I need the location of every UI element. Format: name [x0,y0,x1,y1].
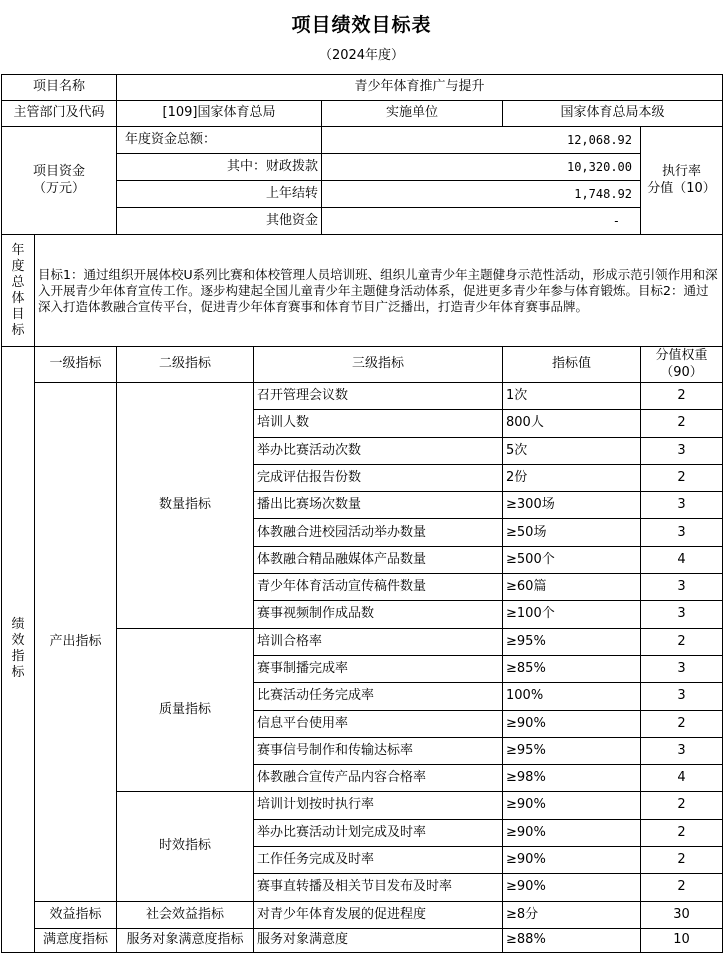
indicator-weight: 2 [641,383,723,410]
annual-goal-row [2,235,723,347]
indicator-name: 培训计划按时执行率 [254,792,503,819]
indicator-weight: 3 [641,437,723,464]
indicator-name: 服务对象满意度 [254,928,503,952]
indicator-name: 对青少年体育发展的促进程度 [254,901,503,928]
indicator-weight: 2 [641,464,723,491]
indicator-value: ≥300场 [503,492,641,519]
indicator-weight: 3 [641,519,723,546]
funding-carryover-value: 1,748.92 [322,181,641,208]
header-weight [641,347,723,383]
table-row [2,928,723,952]
indicator-name: 比赛活动任务完成率 [254,683,503,710]
header-value: 指标值 [503,347,641,383]
project-name-label: 项目名称 [2,75,117,101]
timeliness-indicator-label: 时效指标 [117,792,254,901]
indicator-name: 体教融合进校园活动举办数量 [254,519,503,546]
indicator-value: ≥50场 [503,519,641,546]
indicator-value: 800人 [503,410,641,437]
indicator-value: ≥100个 [503,601,641,628]
service-satisfaction-label: 服务对象满意度指标 [117,928,254,952]
indicator-name: 举办比赛活动次数 [254,437,503,464]
indicator-header-row [2,347,723,383]
benefit-indicator-label: 效益指标 [35,901,117,928]
funding-other-label: 其他资金 [117,208,322,235]
indicator-value: 1次 [503,383,641,410]
department-label: 主管部门及代码 [2,101,117,127]
indicator-weight: 30 [641,901,723,928]
indicator-value: ≥90% [503,819,641,846]
indicator-weight: 2 [641,410,723,437]
execution-rate-line1: 执行率 [662,164,702,180]
funding-label-line2: （万元） [33,180,86,196]
indicator-name: 培训人数 [254,410,503,437]
satisfaction-indicator-label: 满意度指标 [35,928,117,952]
annual-goal-text: 目标1：通过组织开展体校U系列比赛和体校管理人员培训班、组织儿童青少年主题健身示范性活动，形成示范引领作用和深入开展青少年体育宣传工作。逐步构建起全国儿童青少年主题健身活动体系，促进更多青少年参与体育锻炼。目标2：通过深入打造体教融合宣传平台，促进青少年体育赛事和体育节目广泛播出，打造青少年体育赛事品牌。 [35,235,723,347]
indicator-name: 培训合格率 [254,628,503,655]
indicator-value: ≥60篇 [503,574,641,601]
project-name-row [2,75,723,101]
department-value: [109]国家体育总局 [117,101,322,127]
indicator-weight: 2 [641,874,723,901]
indicator-name: 赛事视频制作成品数 [254,601,503,628]
funding-total-row [2,127,723,154]
indicator-value: ≥90% [503,847,641,874]
annual-goal-label-text: 年度总体目标 [11,242,25,338]
quantity-indicator-label: 数量指标 [117,383,254,629]
header-weight-line1: 分值权重 [655,348,708,364]
header-level3: 三级指标 [254,347,503,383]
funding-fiscal-value: 10,320.00 [322,154,641,181]
funding-label [2,127,117,235]
indicator-value: ≥90% [503,874,641,901]
funding-fiscal-label: 其中：财政拨款 [117,154,322,181]
funding-carryover-label: 上年结转 [117,181,322,208]
performance-indicators-label-text: 绩效指标 [11,617,25,681]
indicator-value: ≥90% [503,710,641,737]
indicator-weight: 2 [641,819,723,846]
indicator-weight: 3 [641,492,723,519]
header-level1: 一级指标 [35,347,117,383]
social-benefit-label: 社会效益指标 [117,901,254,928]
indicator-value: 100% [503,683,641,710]
indicator-name: 工作任务完成及时率 [254,847,503,874]
indicator-name: 体教融合宣传产品内容合格率 [254,765,503,792]
indicator-value: ≥88% [503,928,641,952]
indicator-weight: 4 [641,765,723,792]
page-title: 项目绩效目标表 [291,14,432,36]
funding-other-value: - [322,208,641,235]
indicator-weight: 3 [641,737,723,764]
indicator-value: 2份 [503,464,641,491]
performance-indicators-label [2,347,35,953]
page-subtitle: （2024年度） [318,48,405,63]
funding-label-line1: 项目资金 [33,164,86,180]
table-row [2,901,723,928]
implementing-unit-value: 国家体育总局本级 [503,101,723,127]
indicator-name: 赛事直转播及相关节目发布及时率 [254,874,503,901]
indicator-value: ≥95% [503,628,641,655]
indicator-name: 完成评估报告份数 [254,464,503,491]
indicator-name: 召开管理会议数 [254,383,503,410]
indicator-weight: 3 [641,655,723,682]
indicator-weight: 10 [641,928,723,952]
indicator-weight: 2 [641,792,723,819]
indicator-value: ≥95% [503,737,641,764]
indicator-value: ≥500个 [503,546,641,573]
output-indicator-label: 产出指标 [35,383,117,902]
funding-total-value: 12,068.92 [322,127,641,154]
performance-table [1,74,723,953]
indicator-value: ≥85% [503,655,641,682]
indicator-name: 赛事制播完成率 [254,655,503,682]
annual-goal-label [2,235,35,347]
indicator-weight: 4 [641,546,723,573]
indicator-name: 赛事信号制作和传输达标率 [254,737,503,764]
indicator-weight: 2 [641,628,723,655]
indicator-value: ≥8分 [503,901,641,928]
indicator-value: 5次 [503,437,641,464]
indicator-value: ≥90% [503,792,641,819]
indicator-name: 举办比赛活动计划完成及时率 [254,819,503,846]
indicator-name: 体教融合精品融媒体产品数量 [254,546,503,573]
indicator-name: 信息平台使用率 [254,710,503,737]
header-weight-line2: （90） [660,364,703,380]
indicator-value: ≥98% [503,765,641,792]
indicator-weight: 2 [641,847,723,874]
table-row [2,383,723,410]
funding-total-label: 年度资金总额： [117,127,322,154]
indicator-name: 播出比赛场次数量 [254,492,503,519]
header-level2: 二级指标 [117,347,254,383]
quality-indicator-label: 质量指标 [117,628,254,792]
project-name-value: 青少年体育推广与提升 [117,75,723,101]
indicator-name: 青少年体育活动宣传稿件数量 [254,574,503,601]
implementing-unit-label: 实施单位 [322,101,503,127]
execution-rate-line2: 分值（10） [647,180,716,196]
indicator-weight: 3 [641,683,723,710]
indicator-weight: 3 [641,574,723,601]
indicator-weight: 3 [641,601,723,628]
indicator-weight: 2 [641,710,723,737]
department-row [2,101,723,127]
execution-rate-label [641,127,723,235]
